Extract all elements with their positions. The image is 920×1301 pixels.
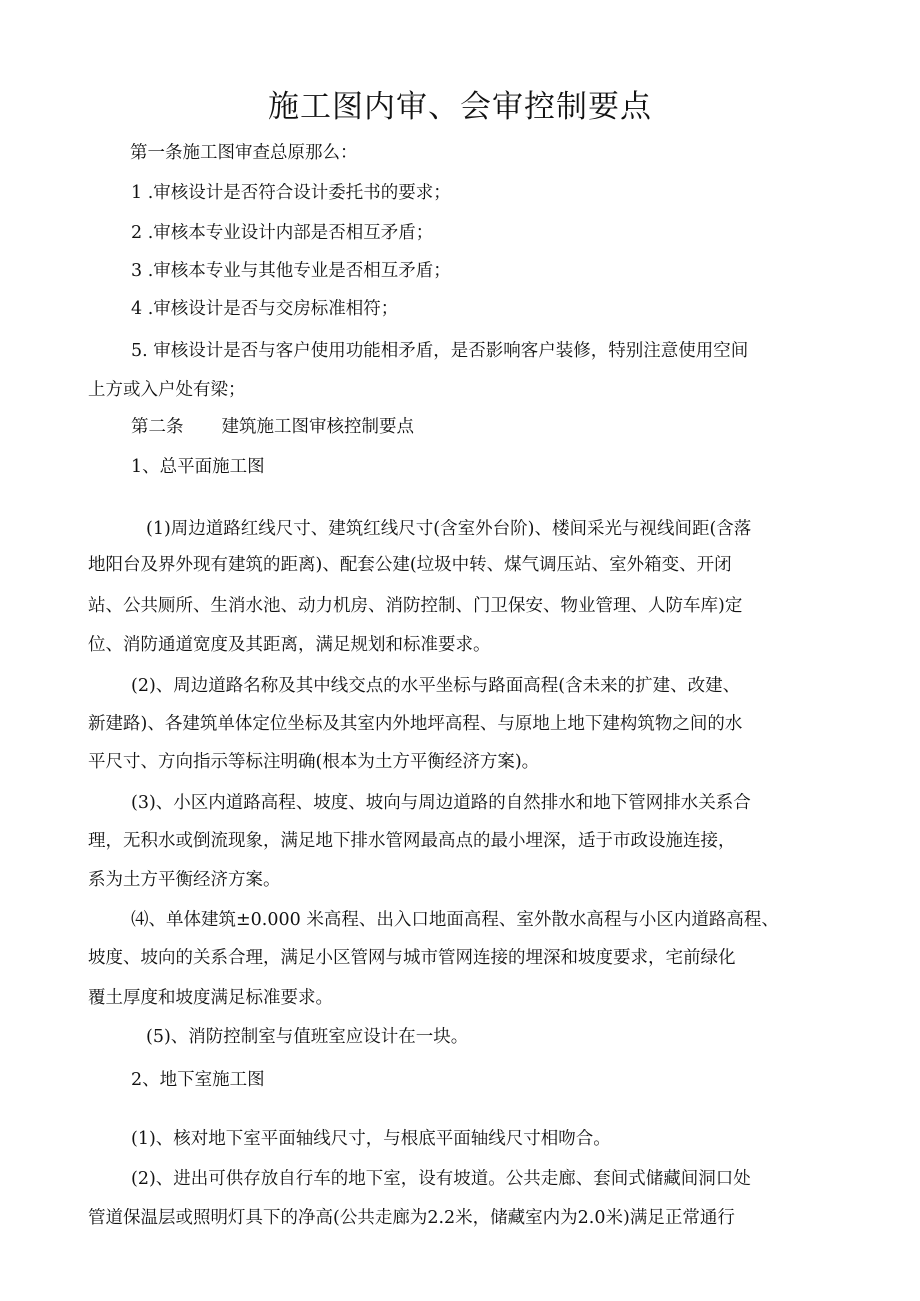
paragraph-line: 3 .审核本专业与其他专业是否相互矛盾； xyxy=(131,261,451,281)
paragraph-line: (3)、小区内道路高程、坡度、坡向与周边道路的自然排水和地下管网排水关系合 xyxy=(131,793,751,813)
paragraph-line: 2 .审核本专业设计内部是否相互矛盾； xyxy=(131,223,434,243)
paragraph-line: (5)、消防控制室与值班室应设计在一块。 xyxy=(146,1027,469,1047)
paragraph-line: 位、消防通道宽度及其距离，满足规划和标准要求。 xyxy=(88,635,491,655)
paragraph-line: 理，无积水或倒流现象，满足地下排水管网最高点的最小埋深，适于市政设施连接， xyxy=(88,831,736,851)
paragraph-line: 上方或入户处有梁； xyxy=(88,380,246,400)
paragraph-line: (1)、核对地下室平面轴线尺寸，与根底平面轴线尺寸相吻合。 xyxy=(131,1129,611,1149)
paragraph-line: 管道保温层或照明灯具下的净高(公共走廊为2.2米，储藏室内为2.0米)满足正常通行 xyxy=(88,1208,735,1228)
paragraph-line: (2)、周边道路名称及其中线交点的水平坐标与路面高程(含未来的扩建、改建、 xyxy=(131,676,741,696)
subsection-heading: 1、总平面施工图 xyxy=(131,457,265,477)
paragraph-line: 4 .审核设计是否与交房标准相符； xyxy=(131,299,399,319)
document-title: 施工图内审、会审控制要点 xyxy=(268,89,652,125)
paragraph-line: 第一条施工图审查总原那么： xyxy=(130,143,358,163)
paragraph-line: 覆土厚度和坡度满足标准要求。 xyxy=(88,988,333,1008)
section-heading xyxy=(131,414,414,440)
paragraph-line: 站、公共厕所、生消水池、动力机房、消防控制、门卫保安、物业管理、人防车库)定 xyxy=(88,596,743,616)
paragraph-line: 坡度、坡向的关系合理，满足小区管网与城市管网连接的埋深和坡度要求，宅前绿化 xyxy=(88,948,736,968)
paragraph-line: 新建路)、各建筑单体定位坐标及其室内外地坪高程、与原地上地下建构筑物之间的水 xyxy=(88,714,743,734)
paragraph-line: 平尺寸、方向指示等标注明确(根本为土方平衡经济方案)。 xyxy=(88,752,540,772)
paragraph-line: 5. 审核设计是否与客户使用功能相矛盾，是否影响客户装修，特别注意使用空间 xyxy=(131,341,749,361)
paragraph-line: (1)周边道路红线尺寸、建筑红线尺寸(含室外台阶)、楼间采光与视线间距(含落 xyxy=(146,519,752,539)
paragraph-line: ⑷、单体建筑±0.000 米高程、出入口地面高程、室外散水高程与小区内道路高程、 xyxy=(131,910,779,930)
paragraph-line: 地阳台及界外现有建筑的距离)、配套公建(垃圾中转、煤气调压站、室外箱变、开闭 xyxy=(88,555,732,575)
subsection-heading: 2、地下室施工图 xyxy=(131,1070,265,1090)
section-title: 建筑施工图审核控制要点 xyxy=(221,417,414,437)
paragraph-line: 1 .审核设计是否符合设计委托书的要求； xyxy=(131,183,451,203)
paragraph-line: (2)、进出可供存放自行车的地下室，设有坡道。公共走廊、套间式储藏间洞口处 xyxy=(131,1169,751,1189)
paragraph-line: 系为土方平衡经济方案。 xyxy=(88,870,281,890)
section-number: 第二条 xyxy=(131,417,184,437)
